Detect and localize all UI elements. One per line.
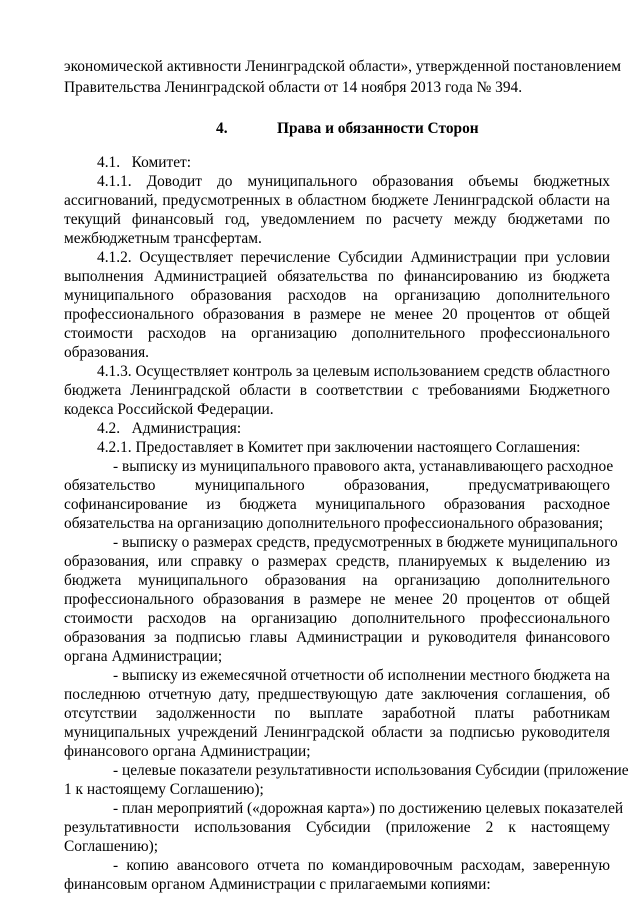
text-line: отсутствии задолженности по выплате заработной платы работникам [64,705,610,722]
text-line: 4.1.3. Осуществляет контроль за целевым использованием средств областного [97,363,610,380]
clause-heading: 4.1. Комитет: [97,154,192,171]
text-line: образования за подписью главы Администрации и руководителя финансового [64,629,610,646]
text-line: обязательства на организацию дополнительного профессионального образования; [64,515,604,532]
text-line: муниципального образования расходов на организацию дополнительного [64,287,610,304]
text-line: последнюю отчетную дату, предшествующую дате заключения соглашения, об [64,686,610,703]
text-line: межбюджетным трансфертам. [64,230,262,247]
text-line: Правительства Ленинградской области от 14 ноября 2013 года № 394. [64,79,523,96]
text-line: результативности использования Субсидии (приложение 2 к настоящему [64,819,610,836]
text-line: муниципальных учреждений Ленинградской области за подписью руководителя [64,724,610,741]
text-line: текущий финансовый год, уведомлением по расчету между бюджетами по [64,211,610,228]
section-title: Права и обязанности Сторон [277,120,479,137]
text-line: 4.1.2. Осуществляет перечисление Субсидии Администрации при условии [97,249,610,266]
text-line: Соглашению); [64,838,159,855]
text-line: стоимости расходов на организацию дополнительного профессионального [64,325,610,342]
text-line: стоимости расходов на организацию дополнительного профессионального [64,610,610,627]
text-line: обязательство муниципального образования, предусматривающего [64,477,610,494]
text-line: 4.2.1. Предоставляет в Комитет при заключении настоящего Соглашения: [97,439,581,456]
text-line: 4.1.1. Доводит до муниципального образования объемы бюджетных [97,173,610,190]
text-line: финансовым органом Администрации с прилагаемыми копиями: [64,876,491,893]
text-line: - копию авансового отчета по командировочным расходам, заверенную [113,857,610,874]
clause-heading: 4.2. Администрация: [97,420,242,437]
text-line: профессионального образования в размере не менее 20 процентов от общей [64,591,610,608]
text-line: органа Администрации; [64,648,223,665]
text-line: софинансирование из бюджета муниципального образования расходное [64,496,610,513]
text-line: 1 к настоящему Соглашению); [64,781,264,798]
text-line: образования. [64,344,150,361]
text-line: экономической активности Ленинградской области», утвержденной постановлением [64,58,621,75]
text-line: бюджета Ленинградской области в соответствии с требованиями Бюджетного [64,382,610,399]
text-line: выполнения Администрацией обязательства по финансированию из бюджета [64,268,610,285]
text-line: кодекса Российской Федерации. [64,401,274,418]
text-line: профессионального образования в размере не менее 20 процентов от общей [64,306,610,323]
text-line: - целевые показатели результативности использования Субсидии (приложение [113,762,629,779]
text-line: - выписку о размерах средств, предусмотренных в бюджете муниципального [113,534,618,551]
text-line: бюджета муниципального образования на организацию дополнительного [64,572,610,589]
section-number: 4. [216,120,228,137]
text-line: - выписку из ежемесячной отчетности об исполнении местного бюджета на [113,667,610,684]
text-line: финансового органа Администрации; [64,743,311,760]
text-line: ассигнований, предусмотренных в областном бюджете Ленинградской области на [64,192,610,209]
text-line: - план мероприятий («дорожная карта») по достижению целевых показателей [113,800,624,817]
text-line: образования, или справку о размерах средств, планируемых к выделению из [64,553,610,570]
text-line: - выписку из муниципального правового акта, устанавливающего расходное [113,458,614,475]
